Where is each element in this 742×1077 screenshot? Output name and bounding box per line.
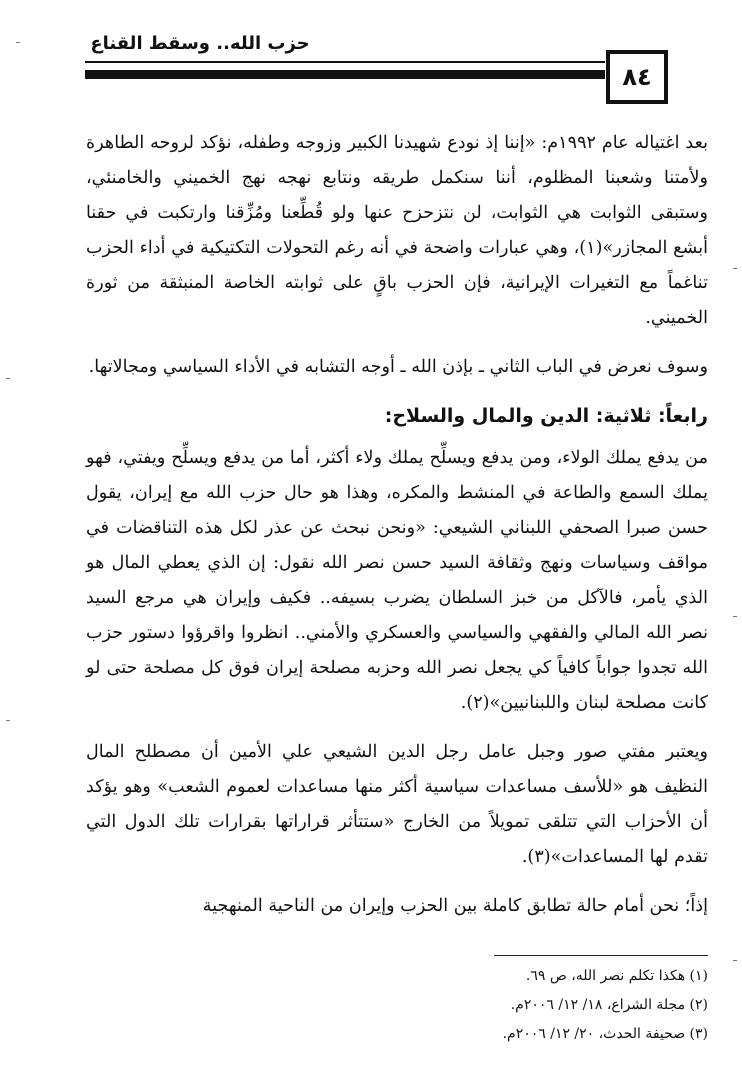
paragraph: ويعتبر مفتي صور وجبل عامل رجل الدين الشيعي علي الأمين أن مصطلح المال النظيف هو «للأسف مساعدات سياسية أكثر منها مساعدات لعموم الشعب» وهو يؤكد أن الأحزاب التي تتلقى تمويلاً من الخارج «ستتأثر قراراتها بقرارات تلك الدول التي تقدم لها المساعدات»(٣). [86, 742, 708, 867]
paragraph: من يدفع يملك الولاء، ومن يدفع ويسلِّح يملك ولاء أكثر، أما من يدفع ويسلِّح ويفتي، فهو يملك السمع والطاعة في المنشط والمكره، وهذا هو حال حزب الله مع إيران، يقول حسن صبرا الصحفي اللبناني الشيعي: «ونحن نبحث عن عذر لكل هذه التناقضات في مواقف وسياسات ونهج وثقافة السيد حسن نصر الله نقول: إن الذي يعطي المال هو الذي يأمر، فالآكل من خبز السلطان يضرب بسيفه.. فكيف وإيران هي مرجع السيد نصر الله المالي والفقهي والسياسي والعسكري والأمني.. انظروا واقرؤوا دستور حزب الله تجدوا جواباً كافياً كي يجعل نصر الله وحزبه مصلحة إيران فوق كل مصلحة حتى لو كانت مصلحة لبنان واللبنانيين»(٢). [86, 448, 708, 713]
margin-mark [6, 720, 10, 721]
margin-mark [733, 268, 737, 269]
footnote: (٣) صحيفة الحدث، ٢٠/ ١٢/ ٢٠٠٦م. [502, 1026, 708, 1042]
footnotes [108, 962, 708, 1049]
footnote-separator [494, 955, 708, 956]
margin-mark [733, 616, 737, 617]
header-rule-thick [85, 70, 605, 79]
margin-mark [6, 378, 10, 379]
paragraph: وسوف نعرض في الباب الثاني ـ بإذن الله ـ أوجه التشابه في الأداء السياسي ومجالاتها. [88, 357, 708, 377]
section-heading: رابعاً: ثلاثية: الدين والمال والسلاح: [384, 405, 708, 427]
page-number: ٨٤ [622, 63, 652, 91]
footnote: (٢) مجلة الشراع، ١٨/ ١٢/ ٢٠٠٦م. [510, 997, 708, 1013]
paragraph: بعد اغتياله عام ١٩٩٢م: «إننا إذ نودع شهيدنا الكبير وزوجه وطفله، نؤكد لروحه الطاهرة ولأمتنا وشعبنا المظلوم، أننا سنكمل طريقه ونتابع نهجه نهج الخميني والخامنئي، وستبقى الثوابت هي الثوابت، لن نتزحزح عنها ولو قُطِّعنا ومُزِّقنا وارتكبت في حقنا أبشع المجازر»(١)، وهي عبارات واضحة في أنه رغم التحولات التكتيكية في أداء الحزب تناغماً مع التغيرات الإيرانية، فإن الحزب باقٍ على ثوابته الخاصة المنبثقة من ثورة الخميني. [86, 133, 709, 328]
body-text [86, 126, 708, 938]
paragraph: إذاً؛ نحن أمام حالة تطابق كاملة بين الحزب وإيران من الناحية المنهجية [202, 896, 708, 916]
footnote: (١) هكذا تكلم نصر الله، ص ٦٩. [525, 968, 708, 984]
page-number-box [606, 50, 668, 104]
margin-mark [16, 42, 20, 43]
running-header-title: حزب الله.. وسقط القناع [90, 33, 310, 54]
header-rule-thin [85, 61, 605, 63]
margin-mark [733, 960, 737, 961]
